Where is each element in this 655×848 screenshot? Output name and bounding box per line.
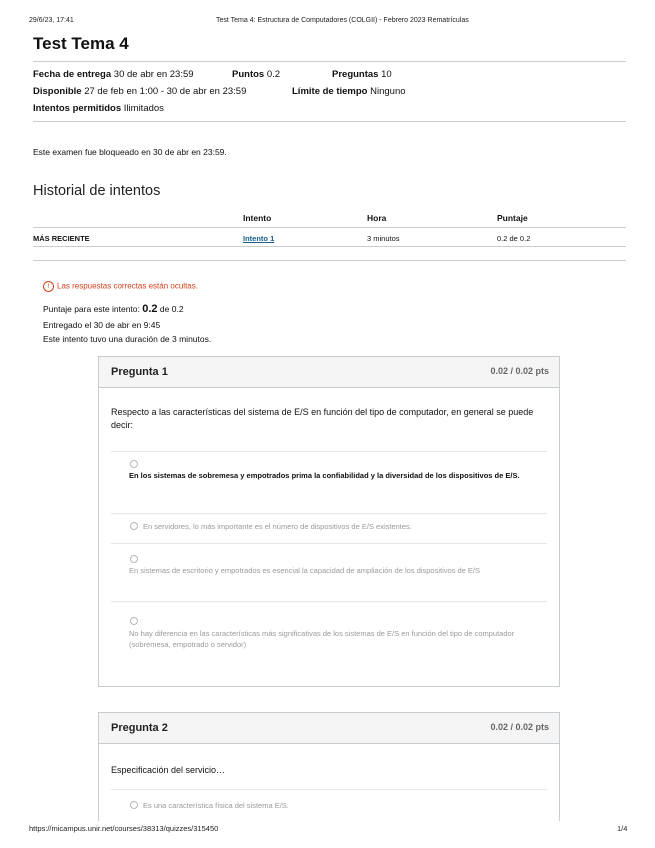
question-header [99, 357, 559, 388]
questions-value: 10 [381, 69, 392, 80]
divider [33, 246, 626, 247]
answer-option-selected[interactable]: En los sistemas de sobremesa y empotrados prima la confiabilidad y la diversidad de los dispositivos de E/S. [129, 471, 520, 480]
score-value: 0.2 [142, 303, 158, 315]
history-row-label: MÁS RECIENTE [33, 234, 90, 243]
attempt-duration: Este intento tuvo una duración de 3 minutos. [43, 334, 212, 344]
divider [33, 260, 626, 261]
history-row-score: 0.2 de 0.2 [497, 234, 531, 243]
attempt-link[interactable]: Intento 1 [243, 234, 275, 243]
answer-option[interactable]: Es una característica física del sistema E/S. [143, 801, 289, 810]
history-row-time: 3 minutos [367, 234, 400, 243]
score-prefix: Puntaje para este intento: [43, 304, 140, 314]
history-title: Historial de intentos [33, 183, 161, 199]
question-points: 0.02 / 0.02 pts [490, 722, 549, 732]
submitted-date: Entregado el 30 de abr en 9:45 [43, 320, 161, 330]
answer-radio[interactable] [130, 460, 138, 468]
due-value: 30 de abr en 23:59 [113, 69, 194, 80]
time-limit [292, 86, 406, 97]
col-header-time: Hora [367, 213, 387, 223]
available-label: Disponible [33, 86, 82, 97]
print-page-number: 1/4 [617, 824, 628, 833]
col-header-attempt: Intento [243, 213, 272, 223]
points [232, 69, 280, 80]
page-title: Test Tema 4 [33, 34, 129, 53]
answer-radio[interactable] [130, 617, 138, 625]
question-text: Respecto a las características del sistema de E/S en función del tipo de computador, en general se puede decir: [111, 407, 534, 430]
divider [111, 601, 547, 602]
question-header [99, 713, 559, 744]
col-header-score: Puntaje [497, 213, 528, 223]
divider [111, 789, 547, 790]
question-card [98, 356, 560, 687]
due-date [33, 69, 194, 80]
answer-option[interactable]: En servidores, lo más importante es el número de dispositivos de E/S existentes. [143, 522, 412, 531]
question-text: Especificación del servicio… [111, 765, 226, 775]
question-title: Pregunta 1 [111, 366, 168, 378]
question-points: 0.02 / 0.02 pts [490, 366, 549, 376]
attempts-label: Intentos permitidos [33, 103, 122, 114]
info-icon: ! [43, 281, 54, 292]
answer-radio[interactable] [130, 801, 138, 809]
questions-label: Preguntas [332, 69, 379, 80]
print-url: https://micampus.unir.net/courses/38313/quizzes/315450 [29, 824, 219, 833]
divider [33, 61, 626, 62]
time-limit-value: Ninguno [370, 86, 406, 97]
print-doc-title: Test Tema 4: Estructura de Computadores (COLGII) - Febrero 2023 Rematrículas [216, 17, 469, 24]
question-card [98, 712, 560, 821]
time-limit-label: Límite de tiempo [292, 86, 368, 97]
due-label: Fecha de entrega [33, 69, 112, 80]
attempt-score [43, 303, 184, 315]
points-value: 0.2 [266, 69, 281, 80]
attempts-allowed [33, 103, 164, 114]
print-datetime: 29/6/23, 17:41 [29, 17, 74, 24]
questions-count [332, 69, 392, 80]
attempts-value: Ilimitados [123, 103, 164, 114]
divider [33, 121, 626, 122]
hidden-answers-text: Las respuestas correctas están ocultas. [57, 281, 198, 291]
hidden-answers-notice [43, 281, 198, 292]
divider [111, 513, 547, 514]
locked-notice: Este examen fue bloqueado en 30 de abr en 23:59. [33, 147, 227, 157]
availability [33, 86, 246, 97]
question-title: Pregunta 2 [111, 722, 168, 734]
answer-radio[interactable] [130, 555, 138, 563]
points-label: Puntos [232, 69, 265, 80]
divider [111, 543, 547, 544]
answer-option[interactable]: En sistemas de escritorio y empotrados es esencial la capacidad de ampliación de los dispositivos de E/S [129, 566, 481, 575]
available-value: 27 de feb en 1:00 - 30 de abr en 23:59 [84, 86, 247, 97]
answer-radio[interactable] [130, 522, 138, 530]
score-suffix: de 0.2 [159, 304, 184, 314]
answer-option[interactable]: No hay diferencia en las características más significativas de los sistemas de E/S en función del tipo de computador (sobremesa, empotrado o servidor) [129, 629, 515, 649]
divider [33, 227, 626, 228]
divider [111, 451, 547, 452]
